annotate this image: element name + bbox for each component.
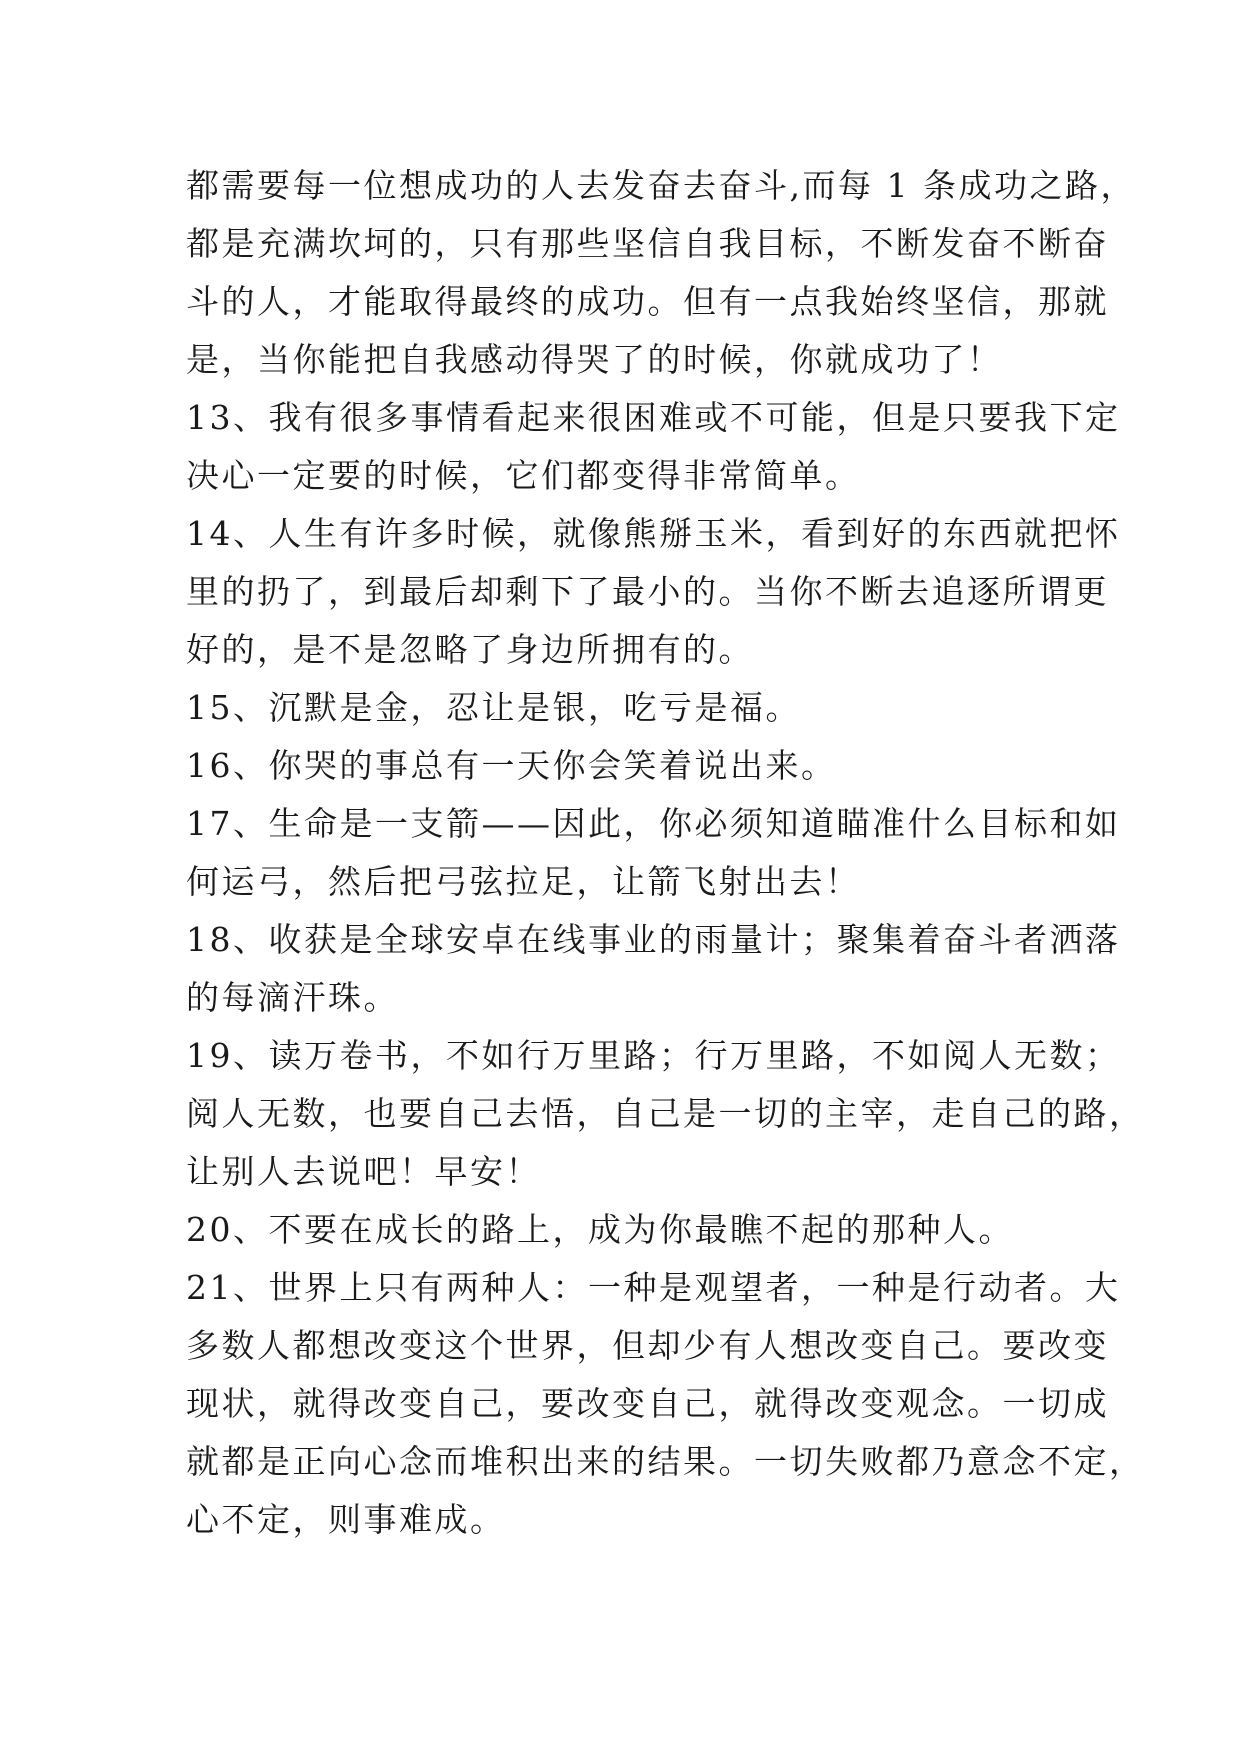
text-line: 15、沉默是金，忍让是银，吃亏是福。 [186,688,801,727]
text-line: 20、不要在成长的路上，成为你最瞧不起的那种人。 [186,1210,1014,1249]
text-line: 心不定，则事难成。 [186,1500,506,1539]
text-line: 都需要每一位想成功的人去发奋去奋斗,而每 1 条成功之路， [186,166,1136,205]
text-line: 就都是正向心念而堆积出来的结果。一切失败都乃意念不定， [186,1442,1145,1481]
text-line: 好的，是不是忽略了身边所拥有的。 [186,630,754,669]
text-line: 是，当你能把自我感动得哭了的时候，你就成功了！ [186,340,1003,379]
text-line: 18、收获是全球安卓在线事业的雨量计；聚集着奋斗者洒落 [186,920,1121,959]
text-line: 里的扔了，到最后却剩下了最小的。当你不断去追逐所谓更 [186,572,1109,611]
text-line: 现状，就得改变自己，要改变自己，就得改变观念。一切成 [186,1384,1109,1423]
text-line: 多数人都想改变这个世界，但却少有人想改变自己。要改变 [186,1326,1109,1365]
text-line: 21、世界上只有两种人：一种是观望者，一种是行动者。大 [186,1268,1121,1307]
text-line: 13、我有很多事情看起来很困难或不可能，但是只要我下定 [186,398,1121,437]
text-line: 让别人去说吧！早安！ [186,1152,541,1191]
text-line: 阅人无数，也要自己去悟，自己是一切的主宰，走自己的路， [186,1094,1145,1133]
body-text [186,157,1145,1549]
text-line: 斗的人，才能取得最终的成功。但有一点我始终坚信，那就 [186,282,1109,321]
text-line: 何运弓，然后把弓弦拉足，让箭飞射出去！ [186,862,861,901]
text-line: 的每滴汗珠。 [186,978,399,1017]
text-line: 19、读万卷书，不如行万里路；行万里路，不如阅人无数； [186,1036,1121,1075]
text-line: 决心一定要的时候，它们都变得非常简单。 [186,456,861,495]
text-line: 17、生命是一支箭——因此，你必须知道瞄准什么目标和如 [186,804,1121,843]
text-line: 16、你哭的事总有一天你会笑着说出来。 [186,746,837,785]
text-line: 14、人生有许多时候，就像熊掰玉米，看到好的东西就把怀 [186,514,1121,553]
text-line: 都是充满坎坷的，只有那些坚信自我目标，不断发奋不断奋 [186,224,1109,263]
